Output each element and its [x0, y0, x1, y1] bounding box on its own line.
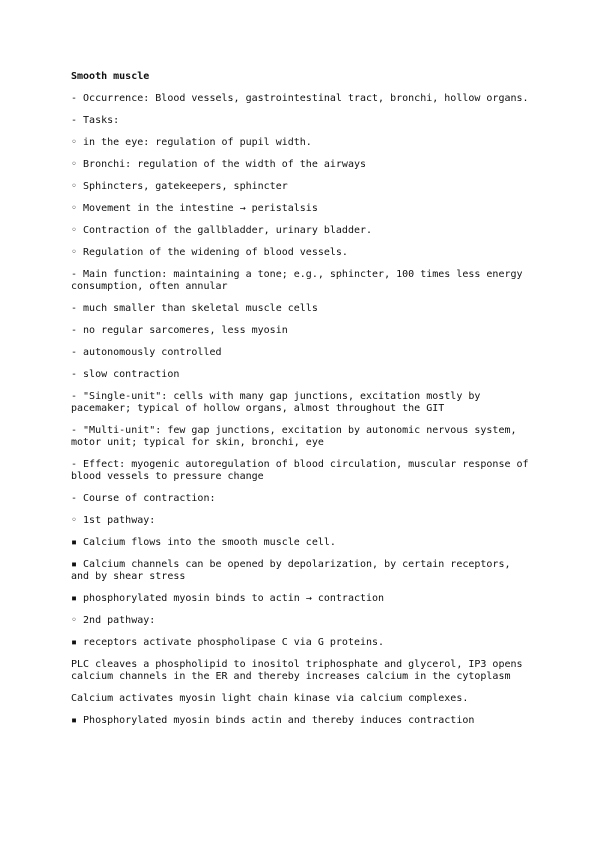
paragraph-smaller-cells: - much smaller than skeletal muscle cells [71, 303, 318, 314]
paragraph-multi-unit: - "Multi-unit": few gap junctions, excitation by autonomic nervous system, motor unit; typical for skin, bronchi, eye [71, 425, 517, 448]
document-page [71, 71, 531, 737]
paragraph-occurrence: - Occurrence: Blood vessels, gastrointestinal tract, bronchi, hollow organs. [71, 93, 529, 104]
list-item-blood-vessels: ◦ Regulation of the widening of blood vessels. [71, 247, 348, 258]
list-item-calcium-channels: ▪ Calcium channels can be opened by depolarization, by certain receptors, and by shear stress [71, 559, 511, 582]
list-item-myosin-actin: ▪ phosphorylated myosin binds to actin → contraction [71, 593, 385, 604]
paragraph-autonomous: - autonomously controlled [71, 347, 222, 358]
list-item-eye: ◦ in the eye: regulation of pupil width. [71, 137, 312, 148]
list-item-gallbladder: ◦ Contraction of the gallbladder, urinary bladder. [71, 225, 373, 236]
paragraph-course: - Course of contraction: [71, 493, 216, 504]
paragraph-slow-contraction: - slow contraction [71, 369, 180, 380]
paragraph-main-function: - Main function: maintaining a tone; e.g., sphincter, 100 times less energy consumption, often annular [71, 269, 523, 292]
list-item-sphincters: ◦ Sphincters, gatekeepers, sphincter [71, 181, 288, 192]
list-item-second-pathway: ◦ 2nd pathway: [71, 615, 156, 626]
paragraph-sarcomeres: - no regular sarcomeres, less myosin [71, 325, 288, 336]
list-item-calcium-flows: ▪ Calcium flows into the smooth muscle cell. [71, 537, 336, 548]
list-item-first-pathway: ◦ 1st pathway: [71, 515, 156, 526]
paragraph-plc: PLC cleaves a phospholipid to inositol triphosphate and glycerol, IP3 opens calcium channels in the ER and thereby increases calcium in the cytoplasm [71, 659, 523, 682]
list-item-phosphorylated-myosin: ▪ Phosphorylated myosin binds actin and thereby induces contraction [71, 715, 475, 726]
paragraph-tasks: - Tasks: [71, 115, 120, 126]
list-item-intestine: ◦ Movement in the intestine → peristalsis [71, 203, 318, 214]
paragraph-effect: - Effect: myogenic autoregulation of blood circulation, muscular response of blood vessels to pressure change [71, 459, 529, 482]
paragraph-single-unit: - "Single-unit": cells with many gap junctions, excitation mostly by pacemaker; typical of hollow organs, almost throughout the GIT [71, 391, 481, 414]
list-item-bronchi: ◦ Bronchi: regulation of the width of the airways [71, 159, 367, 170]
list-item-receptors: ▪ receptors activate phospholipase C via G proteins. [71, 637, 385, 648]
paragraph-calcium-kinase: Calcium activates myosin light chain kinase via calcium complexes. [71, 693, 469, 704]
document-title: Smooth muscle [71, 71, 150, 82]
